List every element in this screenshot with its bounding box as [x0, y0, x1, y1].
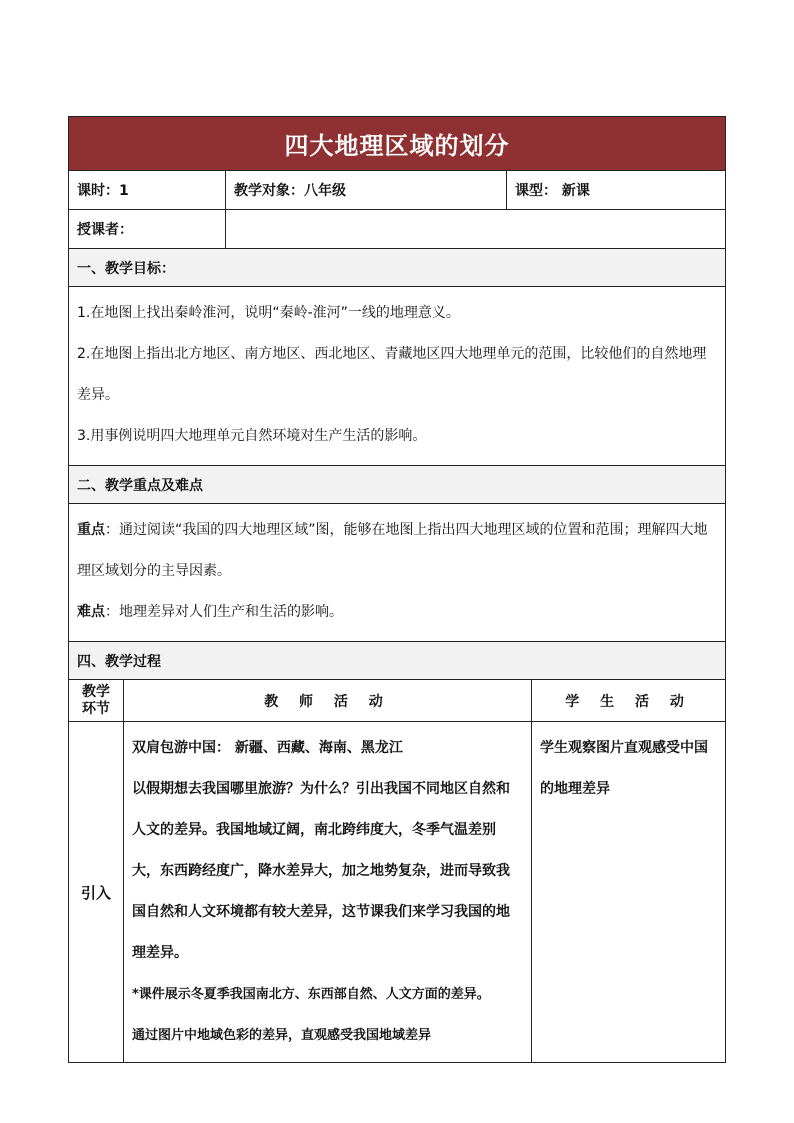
- teacher-line: 通过图片中地域色彩的差异，直观感受我国地域差异: [132, 1028, 432, 1043]
- lesson-plan: [68, 116, 725, 1063]
- lesson-table: [68, 116, 726, 1063]
- teacher-value-cell: [226, 210, 726, 249]
- objective-item: 2.在地图上指出北方地区、南方地区、西北地区、青藏地区四大地理单元的范围，比较他们的自然地理差异。: [77, 346, 707, 403]
- objectives-heading: 一、教学目标：: [69, 249, 726, 287]
- audience-cell: 教学对象：八年级: [226, 171, 507, 210]
- objective-item: 3.用事例说明四大地理单元自然环境对生产生活的影响。: [77, 428, 427, 444]
- teacher-label-cell: 授课者：: [69, 210, 226, 249]
- col-teacher-header: 教 师 活 动: [124, 680, 532, 722]
- col-stage-header: 教学环节: [69, 680, 124, 722]
- keypoints-body: [69, 504, 726, 642]
- page-title: 四大地理区域的划分: [69, 117, 726, 171]
- teacher-line: 双肩包游中国： 新疆、西藏、海南、黑龙江: [132, 740, 403, 756]
- stage-cell: 引入: [69, 722, 124, 1063]
- period-cell: 课时：1: [69, 171, 226, 210]
- teacher-line: 以假期想去我国哪里旅游？为什么？引出我国不同地区自然和人文的差异。我国地域辽阔，南北跨纬度大，冬季气温差别大，东西跨经度广，降水差异大，加之地势复杂，进而导致我国自然和人文环境都有较大差异，这节课我们来学习我国的地理差异。: [132, 781, 510, 961]
- col-student-header: 学 生 活 动: [532, 680, 726, 722]
- focus-label: 重点: [77, 522, 105, 538]
- objectives-body: [69, 287, 726, 466]
- type-cell: 课型： 新课: [507, 171, 726, 210]
- difficulty-text: ：地理差异对人们生产和生活的影响。: [105, 604, 343, 620]
- table-row: [69, 722, 726, 1063]
- teacher-activity-cell: [124, 722, 532, 1063]
- teacher-line: *课件展示冬夏季我国南北方、东西部自然、人文方面的差异。: [132, 987, 490, 1002]
- student-activity-cell: 学生观察图片直观感受中国的地理差异: [532, 722, 726, 1063]
- process-heading: 四、教学过程: [69, 642, 726, 680]
- objective-item: 1.在地图上找出秦岭淮河，说明“秦岭-淮河”一线的地理意义。: [77, 305, 460, 321]
- keypoints-heading: 二、教学重点及难点: [69, 466, 726, 504]
- focus-paragraph: [77, 510, 717, 592]
- difficulty-label: 难点: [77, 604, 105, 620]
- focus-text: ：通过阅读“我国的四大地理区域”图，能够在地图上指出四大地理区域的位置和范围；理解四大地理区域划分的主导因素。: [77, 522, 708, 579]
- difficulty-paragraph: [77, 592, 717, 633]
